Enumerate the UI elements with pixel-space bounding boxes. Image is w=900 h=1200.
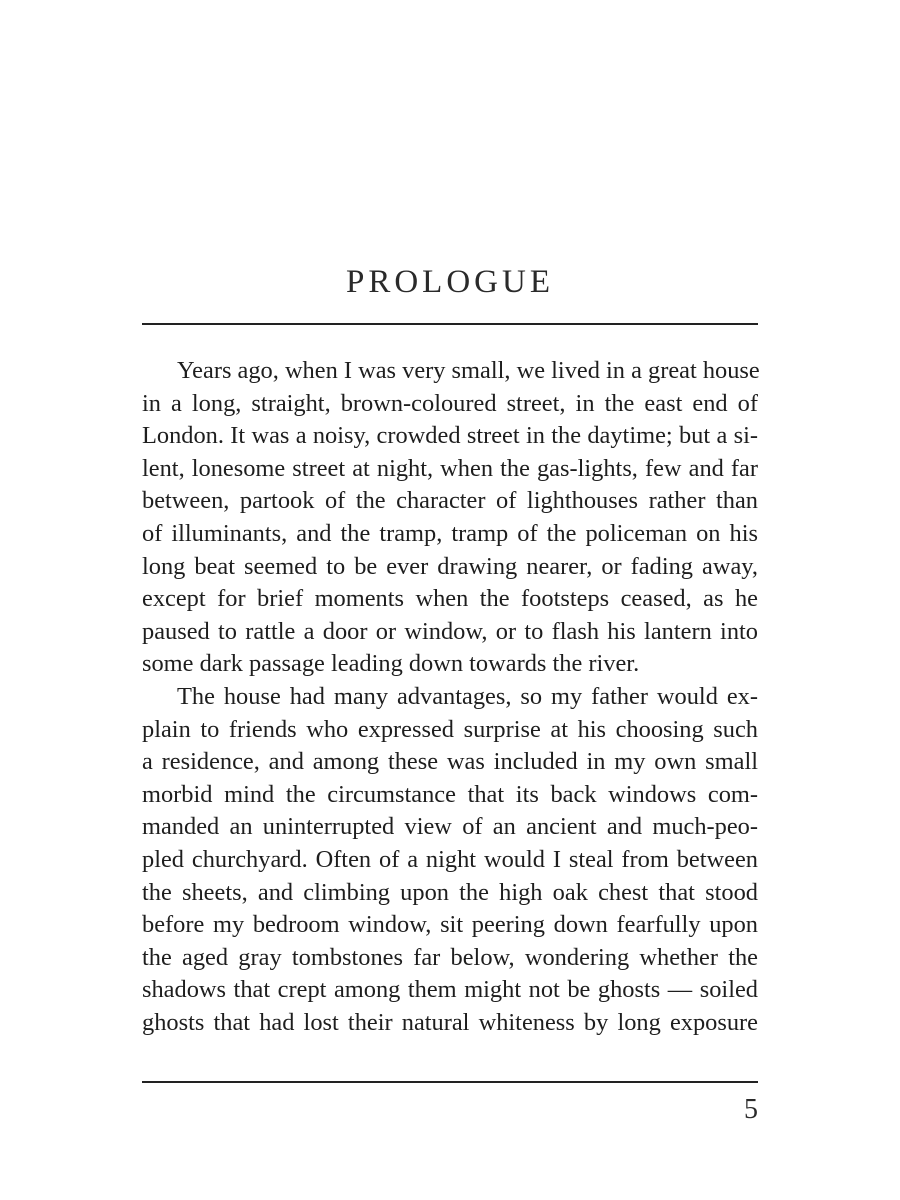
- text-line: plain to friends who expressed surprise at his choosing such: [142, 715, 758, 743]
- text-line: lent, lonesome street at night, when the gas-lights, few and far: [142, 454, 758, 482]
- text-line: some dark passage leading down towards the river.: [142, 650, 640, 678]
- page-title: PROLOGUE: [345, 264, 554, 300]
- text-line: morbid mind the circumstance that its back windows com-: [142, 780, 758, 808]
- text-line: long beat seemed to be ever drawing nearer, or fading away,: [142, 552, 758, 580]
- top-rule: [142, 323, 758, 325]
- text-line: London. It was a noisy, crowded street in the daytime; but a si-: [142, 422, 758, 450]
- body-text: [142, 355, 758, 1039]
- text-line: The house had many advantages, so my father would ex-: [177, 682, 758, 710]
- text-line: manded an uninterrupted view of an ancient and much-peo-: [142, 813, 758, 841]
- text-line: Years ago, when I was very small, we lived in a great house: [177, 357, 760, 384]
- text-line: a residence, and among these was included in my own small: [142, 748, 758, 776]
- text-line: in a long, straight, brown-coloured street, in the east end of: [142, 389, 758, 417]
- page-number: 5: [744, 1094, 758, 1125]
- text-line: the aged gray tombstones far below, wondering whether the: [142, 943, 758, 971]
- paragraph-1: [142, 355, 758, 681]
- text-line: paused to rattle a door or window, or to flash his lantern into: [142, 617, 758, 645]
- text-line: except for brief moments when the footsteps ceased, as he: [142, 585, 758, 613]
- text-line: pled churchyard. Often of a night would I steal from between: [142, 845, 758, 873]
- paragraph-2: [142, 681, 758, 1040]
- text-line: before my bedroom window, sit peering down fearfully upon: [142, 911, 758, 939]
- text-line: between, partook of the character of lighthouses rather than: [142, 487, 758, 515]
- text-line: of illuminants, and the tramp, tramp of the policeman on his: [142, 519, 758, 547]
- text-line: shadows that crept among them might not be ghosts — soiled: [142, 976, 758, 1004]
- text-line: ghosts that had lost their natural whiteness by long exposure: [142, 1008, 758, 1036]
- text-line: the sheets, and climbing upon the high oak chest that stood: [142, 878, 758, 906]
- bottom-rule: [142, 1081, 758, 1083]
